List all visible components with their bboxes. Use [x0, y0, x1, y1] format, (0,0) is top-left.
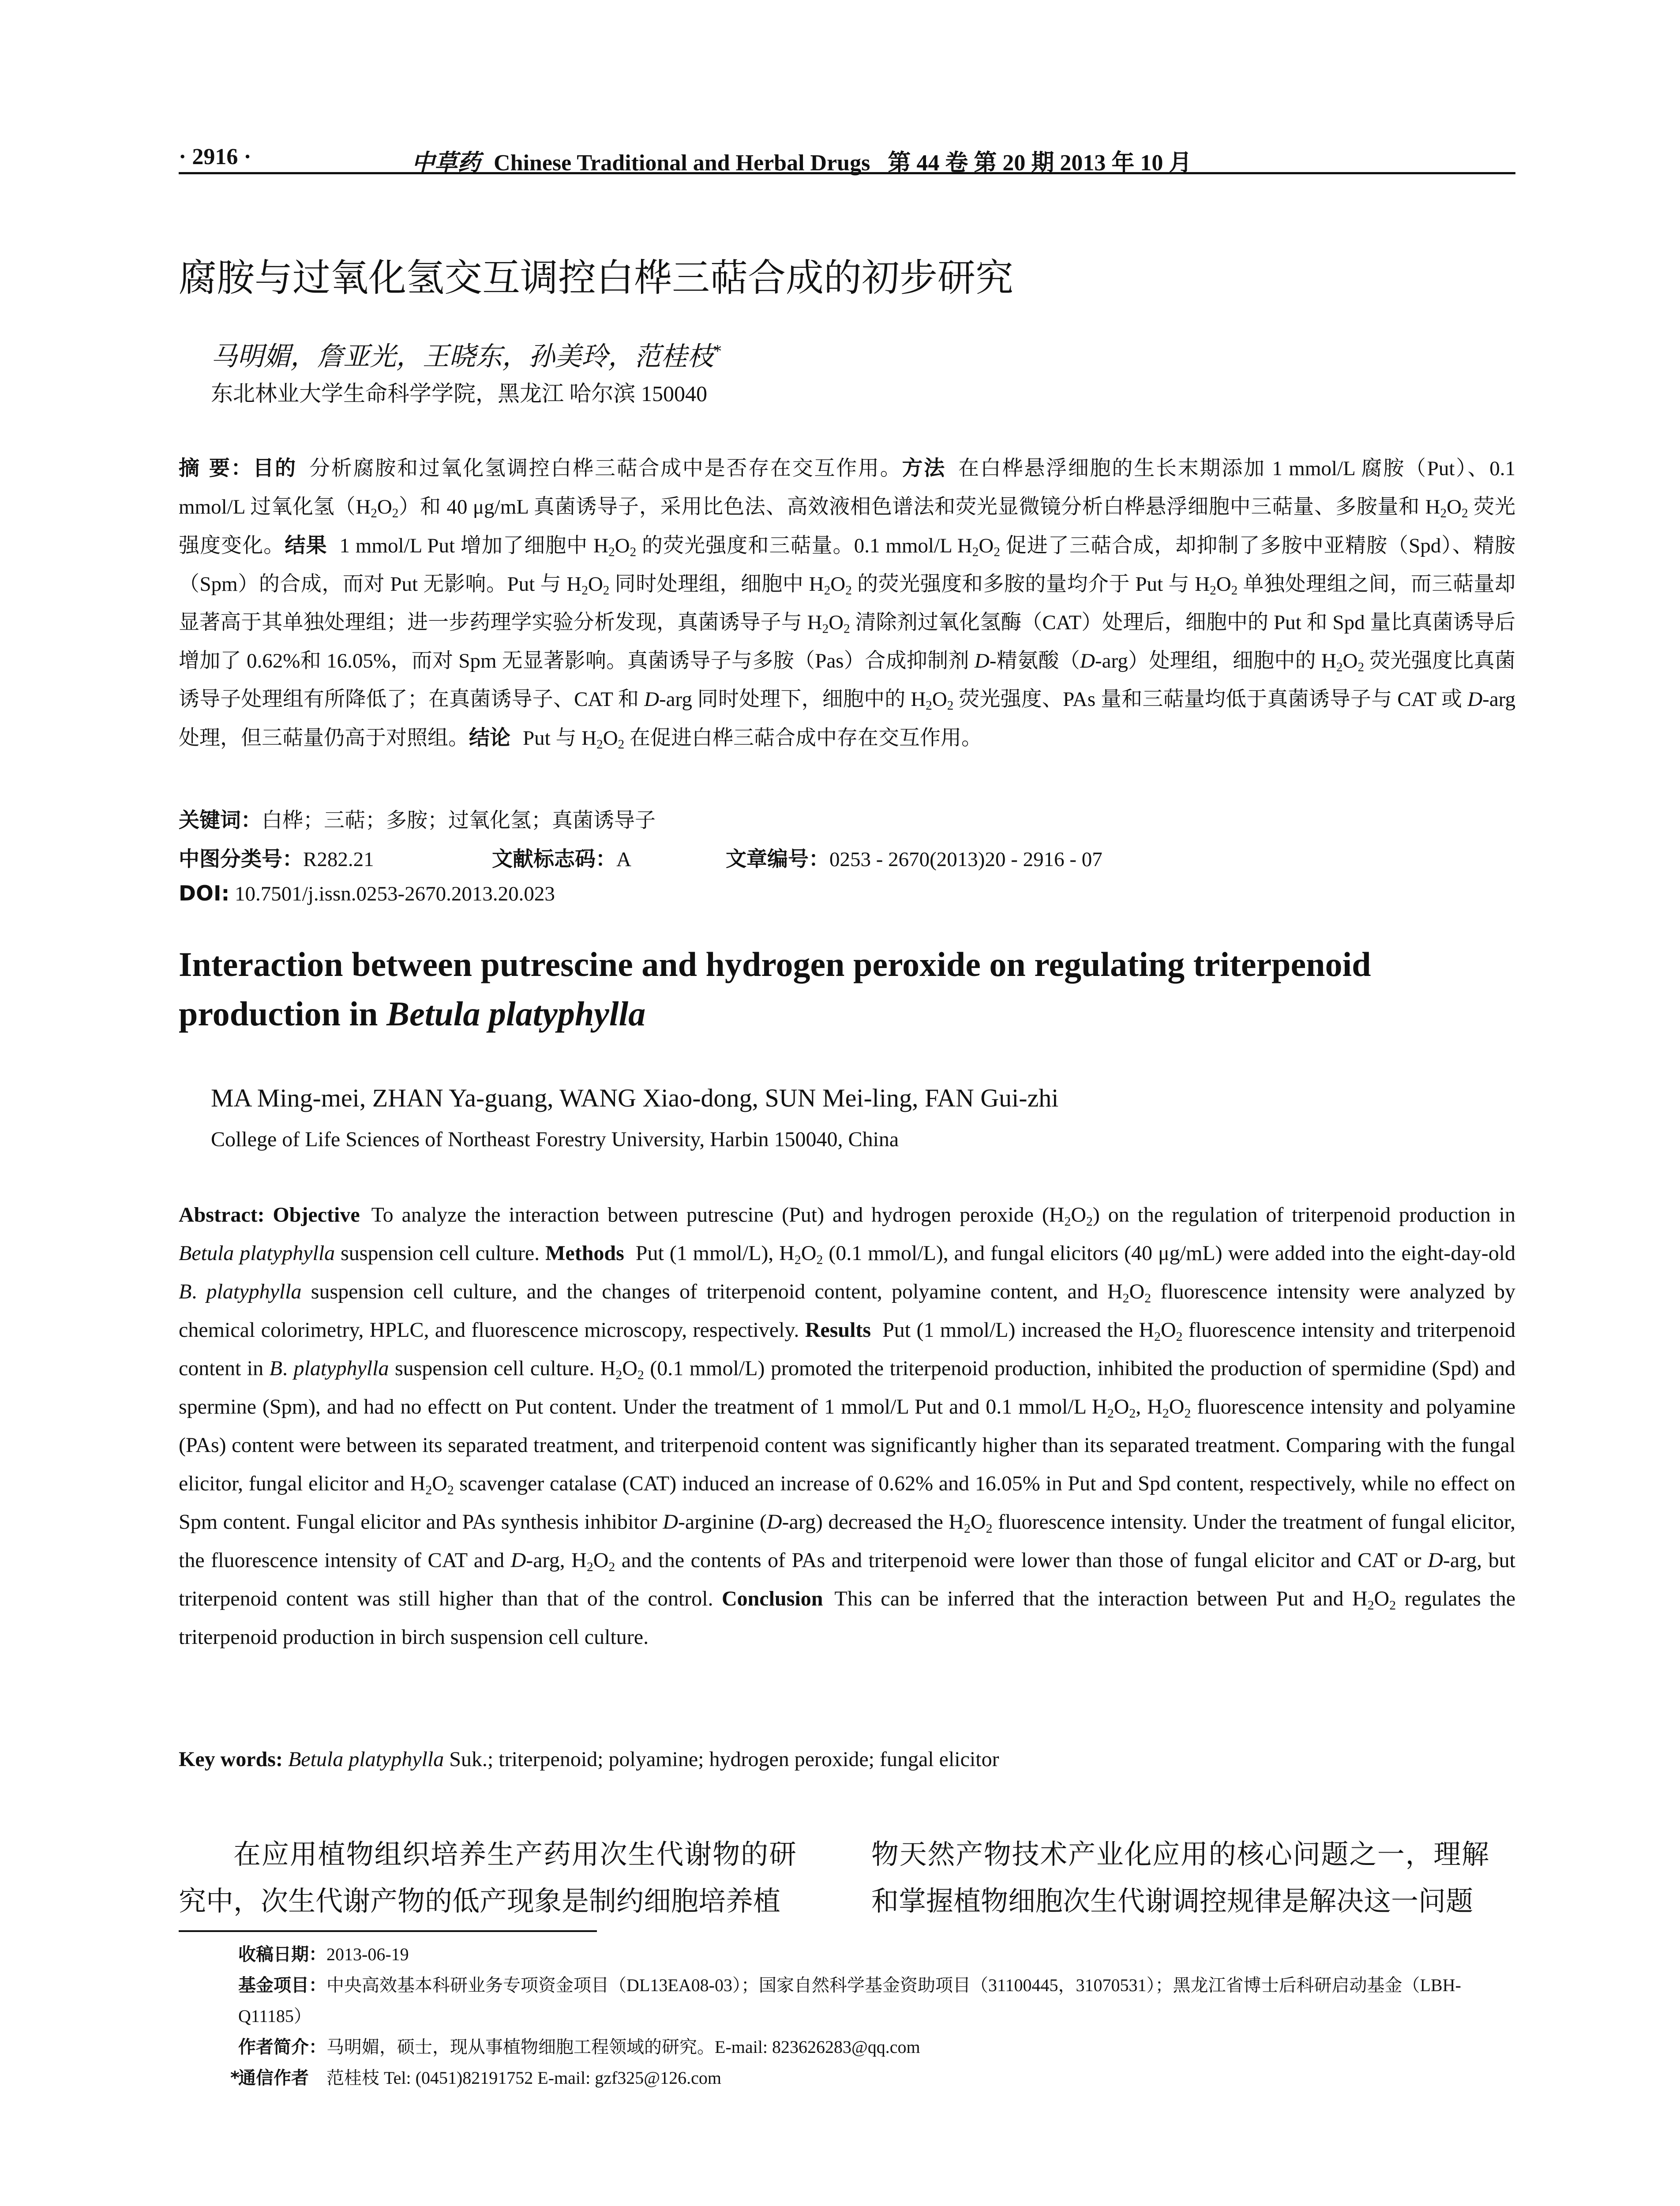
text: . — [282, 1357, 294, 1380]
subscript: 2 — [1440, 506, 1447, 521]
subscript: 2 — [447, 1482, 454, 1497]
corresponding-label: 通信作者 — [238, 2068, 309, 2088]
en-title-species: Betula platyphylla — [386, 994, 646, 1033]
subscript: 2 — [1462, 506, 1468, 521]
italic-d: D — [663, 1510, 678, 1534]
subscript: 2 — [425, 1482, 432, 1497]
subscript: 2 — [1389, 1598, 1396, 1613]
en-keywords — [179, 1747, 1515, 1771]
subscript: 2 — [844, 622, 850, 636]
text: 清除剂过氧化氢酶（CAT）处理后，细胞中的 Put 和 Spd 量比真菌诱导后增加了 0.62%和 16.05%，而对 Spm 无显著影响。真菌诱导子与多胺（Pas）合成抑制剂 — [179, 611, 1515, 672]
footnote-received — [238, 1939, 1509, 1970]
subscript: 2 — [947, 698, 954, 713]
subscript: 2 — [1176, 1329, 1183, 1344]
subscript: 2 — [994, 545, 1000, 559]
cn-objective: 分析腐胺和过氧化氢调控白桦三萜合成中是否存在交互作用。 — [309, 457, 902, 480]
text: 的荧光强度和多胺的量均介于 Put 与 H — [851, 573, 1210, 596]
fund-label: 基金项目： — [238, 1975, 326, 1996]
text: 荧光强度比真菌诱导子处理组有所降低了；在真菌诱导子、CAT 和 — [179, 649, 1515, 711]
subscript: 2 — [1336, 660, 1343, 675]
subscript: 2 — [1107, 1406, 1114, 1421]
text: (0.1 mmol/L), and fungal elicitors (40 μg/mL) were added into the eight-day-old — [823, 1242, 1516, 1265]
text: 荧光强度变化。 — [179, 495, 1515, 557]
text: -arg) decreased the H — [782, 1510, 964, 1534]
en-affiliation: College of Life Sciences of Northeast Forestry University, Harbin 150040, China — [211, 1128, 899, 1151]
fund-text: 中央高效基本科研业务专项资金项目（DL13EA08-03）；国家自然科学基金资助项目（31100445，31070531）；黑龙江省博士后科研启动基金（LBH-Q11185） — [238, 1975, 1461, 2026]
footnote-rule — [179, 1930, 597, 1932]
text: O — [593, 1549, 609, 1572]
text: O — [1216, 573, 1231, 596]
text: O — [615, 534, 630, 557]
text: fluorescence intensity were analyzed by chemical colorimetry, HPLC, and fluorescence microscopy, respectively. — [179, 1280, 1516, 1342]
en-abstract-label: Abstract: Objective — [179, 1203, 360, 1227]
en-abstract — [179, 1196, 1515, 1656]
subscript: 2 — [581, 583, 588, 598]
text: -arginine ( — [678, 1510, 767, 1534]
corresponding-star: * — [230, 2068, 240, 2088]
text: O — [432, 1472, 447, 1495]
subscript: 2 — [1162, 1406, 1169, 1421]
cn-abstract — [179, 449, 1515, 758]
text: 1 mmol/L Put 增加了细胞中 H — [339, 534, 609, 557]
author-note-text: 马明媚，硕士，现从事植物细胞工程领域的研究。E-mail: 823626283@qq.com — [326, 2037, 920, 2057]
journal-name: Chinese Traditional and Herbal Drugs — [494, 150, 870, 176]
species-name: platyphylla — [293, 1357, 389, 1380]
running-header — [179, 142, 1515, 174]
text: Put (1 mmol/L), H — [635, 1242, 795, 1265]
text: suspension cell culture. — [335, 1242, 540, 1265]
text: O — [1160, 1318, 1176, 1342]
article-number-label: 文章编号： — [726, 847, 829, 871]
body-column-left: 在应用植物组织培养生产药用次生代谢物的研究中，次生代谢产物的低产现象是制约细胞培养植 — [179, 1838, 796, 1917]
text: O — [377, 495, 392, 518]
text: O — [970, 1510, 986, 1534]
text: -arg 处理，但三萜量仍高于对照组。 — [179, 688, 1515, 750]
italic-d: D — [510, 1549, 526, 1572]
text: -arg, H — [526, 1549, 587, 1572]
text: O — [932, 688, 947, 711]
subscript: 2 — [615, 1367, 622, 1382]
text: and the contents of PAs and triterpenoid were lower than those of fungal elicitor and CAT or — [615, 1549, 1428, 1572]
subscript: 2 — [392, 506, 399, 521]
subscript: 2 — [1129, 1406, 1136, 1421]
cn-results-label: 结果 — [285, 533, 327, 558]
subscript: 2 — [596, 737, 603, 752]
cn-classification-row — [179, 843, 1515, 872]
text: . — [191, 1280, 206, 1303]
text: 荧光强度、PAs 量和三萜量均低于真菌诱导子与 CAT 或 — [953, 688, 1468, 711]
subscript: 2 — [371, 506, 377, 521]
text: 在促进白桦三萜合成中存在交互作用。 — [624, 727, 982, 750]
text: scavenger catalase (CAT) induced an increase of 0.62% and 16.05% in Put and Spd content, respectively, while no effect on Spm content. Fungal elicitor and PAs synthesis inhibitor — [179, 1472, 1516, 1534]
doc-code-value: A — [616, 848, 631, 871]
text: O — [1071, 1203, 1087, 1227]
corresponding-text: 范桂枝 Tel: (0451)82191752 E-mail: gzf325@126.com — [326, 2068, 721, 2088]
subscript: 2 — [794, 1252, 801, 1267]
text: To analyze the interaction between putrescine (Put) and hydrogen peroxide (H — [371, 1203, 1065, 1227]
cn-authors — [211, 335, 721, 373]
en-authors: MA Ming-mei, ZHAN Ya-guang, WANG Xiao-dong, SUN Mei-ling, FAN Gui-zhi — [211, 1084, 1059, 1112]
en-results-label: Results — [805, 1318, 871, 1342]
cn-keywords — [179, 804, 1515, 833]
subscript: 2 — [824, 583, 831, 598]
text: Put 与 H — [523, 727, 597, 750]
footnote-fund — [238, 1970, 1509, 2032]
text: O — [588, 573, 603, 596]
text: Put (1 mmol/L) increased the H — [882, 1318, 1155, 1342]
text: O — [1114, 1395, 1129, 1418]
doc-code — [492, 843, 631, 872]
text: -arg, but triterpenoid content was still higher than that of the control. — [179, 1549, 1516, 1610]
subscript: 2 — [822, 622, 829, 636]
species-name: Betula platyphylla — [179, 1242, 335, 1265]
subscript: 2 — [1358, 660, 1365, 675]
doi-value: 10.7501/j.issn.0253-2670.2013.20.023 — [229, 882, 555, 905]
subscript: 2 — [1154, 1329, 1161, 1344]
en-keywords-text: Suk.; triterpenoid; polyamine; hydrogen peroxide; fungal elicitor — [444, 1748, 999, 1771]
author-note-label: 作者简介： — [238, 2037, 326, 2057]
text: O — [830, 573, 846, 596]
text: fluorescence intensity and polyamine (PAs) content were between its separated treatment, and triterpenoid content was significantly higher than its separated treatment. Comparing with the fungal elicitor, fungal elicitor and H — [179, 1395, 1515, 1495]
text: ) on the regulation of triterpenoid production in — [1092, 1203, 1516, 1227]
received-date: 2013-06-19 — [326, 1944, 409, 1964]
subscript: 2 — [618, 737, 625, 752]
subscript: 2 — [603, 583, 610, 598]
species-name: platyphylla — [206, 1280, 302, 1303]
italic-d: D — [1428, 1549, 1443, 1572]
subscript: 2 — [1367, 1598, 1374, 1613]
doc-code-label: 文献标志码： — [492, 847, 616, 871]
cn-abstract-label: 摘 要： — [179, 456, 253, 480]
subscript: 2 — [1184, 1406, 1191, 1421]
subscript: 2 — [608, 545, 615, 559]
cn-methods-label: 方法 — [902, 456, 946, 480]
body-column-right: 物天然产物技术产业化应用的核心问题之一，理解和掌握植物细胞次生代谢调控规律是解决这一问题 — [871, 1838, 1489, 1917]
text: ）和 40 μg/mL 真菌诱导子，采用比色法、高效液相色谱法和荧光显微镜分析白桦悬浮细胞中三萜量、多胺量和 H — [398, 495, 1440, 518]
footnote-author — [238, 2032, 1509, 2063]
clc-value: R282.21 — [303, 848, 374, 871]
text: O — [603, 727, 618, 750]
en-methods-label: Methods — [545, 1242, 624, 1265]
subscript: 2 — [1231, 583, 1238, 598]
subscript: 2 — [964, 1521, 971, 1536]
clc-label: 中图分类号： — [179, 847, 303, 871]
italic-d: D — [974, 649, 990, 672]
text: O — [1447, 495, 1462, 518]
italic-d: D — [644, 688, 660, 711]
text: 单独处理组之间，而三萜量却显著高于其单独处理组；进一步药理学实验分析发现，真菌诱导子与 H — [179, 573, 1515, 634]
italic-d: D — [1467, 688, 1483, 711]
text: 在白桦悬浮细胞的生长末期添加 1 mmol/L 腐胺（Put）、0.1 mmol/L 过氧化氢（H — [179, 457, 1516, 518]
subscript: 2 — [926, 698, 932, 713]
subscript: 2 — [630, 545, 637, 559]
doi-label: DOI: — [179, 882, 230, 906]
en-title — [179, 940, 1515, 1039]
text: This can be inferred that the interaction between Put and H — [834, 1587, 1368, 1610]
cn-title: 腐胺与过氧化氢交互调控白桦三萜合成的初步研究 — [179, 256, 1013, 300]
article-number-value: 0253 - 2670(2013)20 - 2916 - 07 — [829, 848, 1102, 871]
text: suspension cell culture. H — [389, 1357, 616, 1380]
text: O — [829, 611, 844, 634]
journal-line — [412, 144, 1192, 177]
species-name: Betula platyphylla — [288, 1748, 444, 1771]
cn-affiliation: 东北林业大学生命科学学院，黑龙江 哈尔滨 150040 — [211, 381, 707, 406]
text: fluorescence intensity. Under the treatment of fungal elicitor, the fluorescence intensity of CAT and — [179, 1510, 1515, 1572]
subscript: 2 — [1064, 1214, 1071, 1229]
text: fluorescence intensity and triterpenoid content in — [179, 1318, 1516, 1380]
text: 促进了三萜合成，却抑制了多胺中亚精胺（Spd）、精胺（Spm）的合成，而对 Put 无影响。Put 与 H — [179, 534, 1516, 596]
page-number: · 2916 · — [179, 144, 251, 169]
subscript: 2 — [816, 1252, 823, 1267]
text: O — [1342, 649, 1358, 672]
issue-info: 第 44 卷 第 20 期 2013 年 10 月 — [888, 150, 1192, 176]
subscript: 2 — [586, 1559, 593, 1574]
text: regulates the triterpenoid production in birch suspension cell culture. — [179, 1587, 1516, 1649]
subscript: 2 — [986, 1521, 993, 1536]
text: O — [622, 1357, 638, 1380]
text: 的荧光强度和三萜量。0.1 mmol/L H — [636, 534, 972, 557]
en-keywords-label: Key words: — [179, 1748, 283, 1771]
footnote-corresponding — [230, 2063, 1509, 2093]
text: O — [1169, 1395, 1185, 1418]
subscript: 2 — [637, 1367, 644, 1382]
species-name: B — [179, 1280, 192, 1303]
text: -arg）处理组，细胞中的 H — [1095, 649, 1336, 672]
italic-d: D — [1080, 649, 1095, 672]
subscript: 2 — [1086, 1214, 1093, 1229]
journal-logo-cn: 中草药 — [412, 149, 481, 176]
text: O — [1374, 1587, 1390, 1610]
cn-author-list: 马明媚，詹亚光，王晓东，孙美玲，范桂枝 — [211, 341, 714, 372]
text: O — [979, 534, 994, 557]
article-number — [726, 843, 1102, 872]
text: (0.1 mmol/L) promoted the triterpenoid production, inhibited the production of spermidine (Spd) and spermine (Spm), and had no effectt on Put content. Under the treatment of 1 mmol/L Put and 0.1 mmol/L H — [179, 1357, 1516, 1418]
text: O — [801, 1242, 817, 1265]
subscript: 2 — [1144, 1291, 1151, 1306]
cn-keywords-text: 白桦；三萜；多胺；过氧化氢；真菌诱导子 — [262, 809, 656, 832]
italic-d: D — [766, 1510, 782, 1534]
corresponding-mark: * — [714, 342, 721, 360]
cn-objective-label: 目的 — [253, 456, 297, 480]
en-title-text: Interaction between putrescine and hydrogen peroxide on regulating triterpenoid production in — [179, 945, 1371, 1033]
subscript: 2 — [1122, 1291, 1129, 1306]
en-conclusion-label: Conclusion — [722, 1587, 823, 1610]
text: -精氨酸（ — [989, 649, 1080, 672]
text: -arg 同时处理下，细胞中的 H — [659, 688, 926, 711]
text: 同时处理组，细胞中 H — [609, 573, 824, 596]
subscript: 2 — [1210, 583, 1216, 598]
species-name: B — [269, 1357, 282, 1380]
subscript: 2 — [845, 583, 852, 598]
text: , H — [1136, 1395, 1162, 1418]
cn-conclusion-label: 结论 — [469, 726, 510, 750]
text: O — [1129, 1280, 1145, 1303]
received-label: 收稿日期： — [238, 1944, 326, 1965]
cn-keywords-label: 关键词： — [179, 808, 262, 833]
doi-line — [179, 882, 1515, 906]
text: suspension cell culture, and the changes of triterpenoid content, polyamine content, and H — [301, 1280, 1123, 1303]
subscript: 2 — [608, 1559, 615, 1574]
subscript: 2 — [972, 545, 979, 559]
